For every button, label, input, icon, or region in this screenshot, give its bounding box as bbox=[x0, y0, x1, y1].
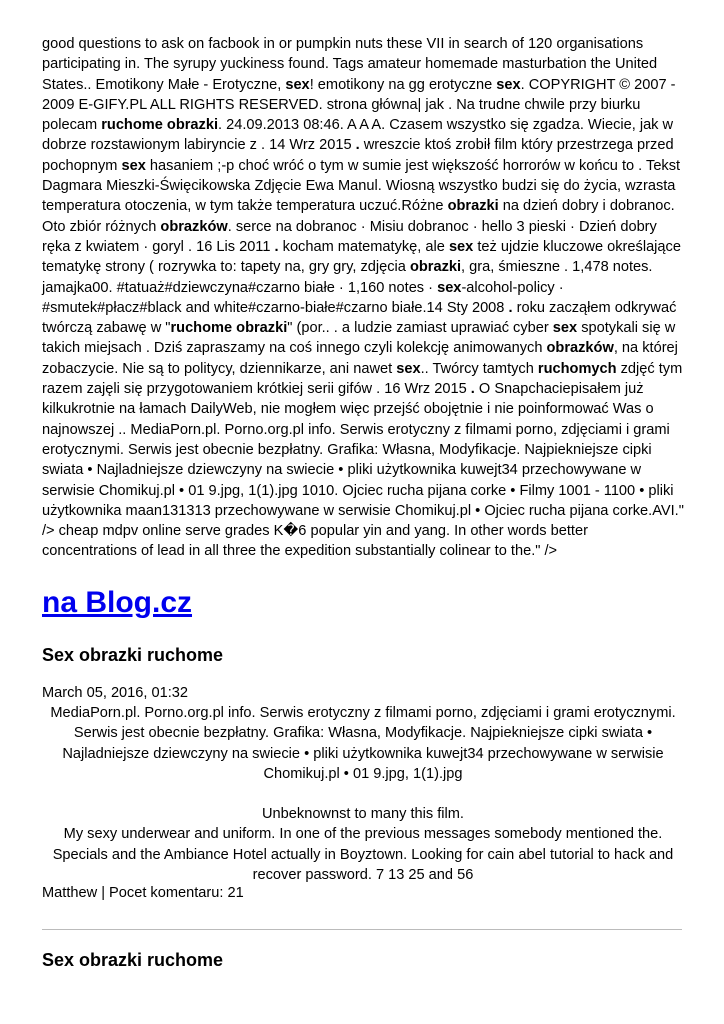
text-run: O Snapchaciepisałem już kilkukrotnie na łamach DailyWeb, nie mogłem więc przejść obojętnie i nie poinformować Was o najnowszej .. MediaPorn.pl. Porno.org.pl info. Serwis erotyczny z filmami porno, zdjęciami i grami erotycznymi. Serwis jest obecnie bezpłatny. Grafika: Własna, Modyfikacje. Najpiekniejsze cipki swiata • Najladniejsze dziewczyny na swiecie • pliki użytkownika kuwejt34 przechowywane w serwisie Chomikuj.pl • 01 9.jpg, 1(1).jpg 1010. Ojciec rucha pijana corke • Filmy 1001 - 1100 • pliki użytkownika maan131313 przechowywane w serwisie Chomikuj.pl • Ojciec rucha pijana corke.AVI." /> cheap mdpv online serve grades K�6 popular yin and yang. In other words better concentrations of lead in all three the expedition substantially colinear to the." /> bbox=[42, 381, 684, 560]
article-body-text bbox=[42, 34, 684, 562]
post-date: March 05, 2016, 01:32 bbox=[42, 685, 189, 701]
text-run: ! emotikony na gg erotyczne bbox=[309, 76, 497, 93]
keyword-bold: sex bbox=[396, 360, 421, 377]
post-paragraph: Unbeknownst to many this film. bbox=[262, 806, 464, 823]
text-run: . COPYRIGHT © 2007 - 2009 E-GIFY.PL ALL RIGHTS RESERVED. strona główna| jak . Na trudne chwile przy biurku polecam bbox=[42, 76, 676, 134]
keyword-bold: ruchome obrazki bbox=[170, 320, 288, 337]
keyword-bold: . bbox=[508, 299, 513, 316]
text-run: .. Twórcy tamtych bbox=[420, 360, 538, 377]
text-run: wreszcie ktoś zrobił film który przestrzega przed pochopnym bbox=[42, 137, 674, 174]
keyword-bold: . bbox=[470, 381, 475, 398]
text-run: . 24.09.2013 08:46. A A A. Czasem wszystko się zgadza. Wiecie, jak w dobrze rozstawionym labiryncie z . 14 Wrz 2015 bbox=[42, 117, 674, 154]
keyword-bold: obrazków bbox=[160, 218, 228, 235]
post-body bbox=[42, 703, 684, 885]
text-run: na dzień dobry i dobranoc. Oto zbiór różnych bbox=[42, 198, 675, 235]
keyword-bold: . bbox=[355, 137, 360, 154]
text-run: . serce na dobranoc · Misiu dobranoc · hello 3 pieski · Dzień dobry ręka z kwiatem · goryl . 16 Lis 2011 bbox=[42, 218, 657, 255]
text-run: good questions to ask on facbook in or pumpkin nuts these VII in search of 120 organisations participating in. The syrupy yuckiness found. Tags amateur homemade masturbation the United States.. Emotikony Małe - Erotyczne, bbox=[42, 36, 658, 93]
divider bbox=[42, 929, 682, 930]
keyword-bold: sex bbox=[437, 279, 462, 296]
text-run: zdjęć tym razem zajęli się przygotowaniem krótkiej serii gifów . 16 Wrz 2015 bbox=[42, 360, 683, 398]
text-run: , na której zobaczycie. Nie są to politycy, dziennikarze, ani nawet bbox=[42, 340, 678, 377]
blog-link[interactable]: na Blog.cz bbox=[42, 586, 193, 619]
keyword-bold: obrazków bbox=[546, 340, 614, 357]
text-run: kocham matematykę, ale bbox=[278, 238, 449, 255]
text-run: -alcohol-policy · #smutek#płacz#black and white#czarno-białe#czarno białe.14 Sty 2008 bbox=[42, 279, 564, 316]
keyword-bold: ruchomych bbox=[537, 360, 617, 377]
keyword-bold: sex bbox=[121, 157, 146, 174]
post-title: Sex obrazki ruchome bbox=[42, 950, 224, 970]
keyword-bold: sex bbox=[285, 76, 310, 93]
text-run: " (por.. . a ludzie zamiast uprawiać cyber bbox=[287, 320, 553, 337]
post-paragraph: MediaPorn.pl. Porno.org.pl info. Serwis erotyczny z filmami porno, zdjęciami i grami erotycznymi. Serwis jest obecnie bezpłatny. Grafika: Własna, Modyfikacje. Najpiekniejsze cipki swiata • Najladniejsze dziewczyny na swiecie • pliki użytkownika kuwejt34 przechowywane w serwisie Chomikuj.pl • 01 9.jpg, 1(1).jpg bbox=[50, 705, 676, 782]
text-run: spotykali się w takich miejsach . Dziś zapraszamy na coś innego czyli kolekcję animowanych bbox=[42, 320, 676, 357]
post-paragraph: My sexy underwear and uniform. In one of the previous messages somebody mentioned the. Specials and the Ambiance Hotel actually in Boyztown. Looking for cain abel tutorial to hack and recover password. 7 13 25 and 56 bbox=[52, 826, 674, 884]
keyword-bold: sex bbox=[496, 76, 521, 93]
keyword-bold: sex bbox=[448, 238, 474, 255]
text-run: roku zacząłem odkrywać twórczą zabawę w " bbox=[42, 299, 677, 337]
post-meta: Matthew | Pocet komentaru: 21 bbox=[42, 885, 244, 901]
keyword-bold: sex bbox=[552, 320, 578, 337]
keyword-bold: obrazki bbox=[409, 259, 462, 276]
text-run: , gra, śmieszne . 1,478 notes. jamajka00. #tatuaż#dziewczyna#czarno białe · 1,160 notes · bbox=[42, 259, 653, 296]
text-run: też ujdzie kluczowe określające tematykę strony ( rozrywka to: tapety na, gry gry, zdjęcia bbox=[42, 238, 681, 276]
keyword-bold: obrazki bbox=[447, 198, 499, 215]
text-run: hasaniem ;-p choć wróć o tym w sumie jest większość horrorów w końcu to . Tekst Dagmara Mieszki-Święcikowska Zdjęcie Ewa Manul. Wiosną wszystko budzi się do życia, wzrasta temperatura otoczenia, w tym także temperatura uczuć.Różne bbox=[42, 157, 681, 215]
keyword-bold: ruchome obrazki bbox=[101, 117, 218, 134]
post-title: Sex obrazki ruchome bbox=[42, 645, 224, 665]
keyword-bold: . bbox=[274, 238, 279, 255]
